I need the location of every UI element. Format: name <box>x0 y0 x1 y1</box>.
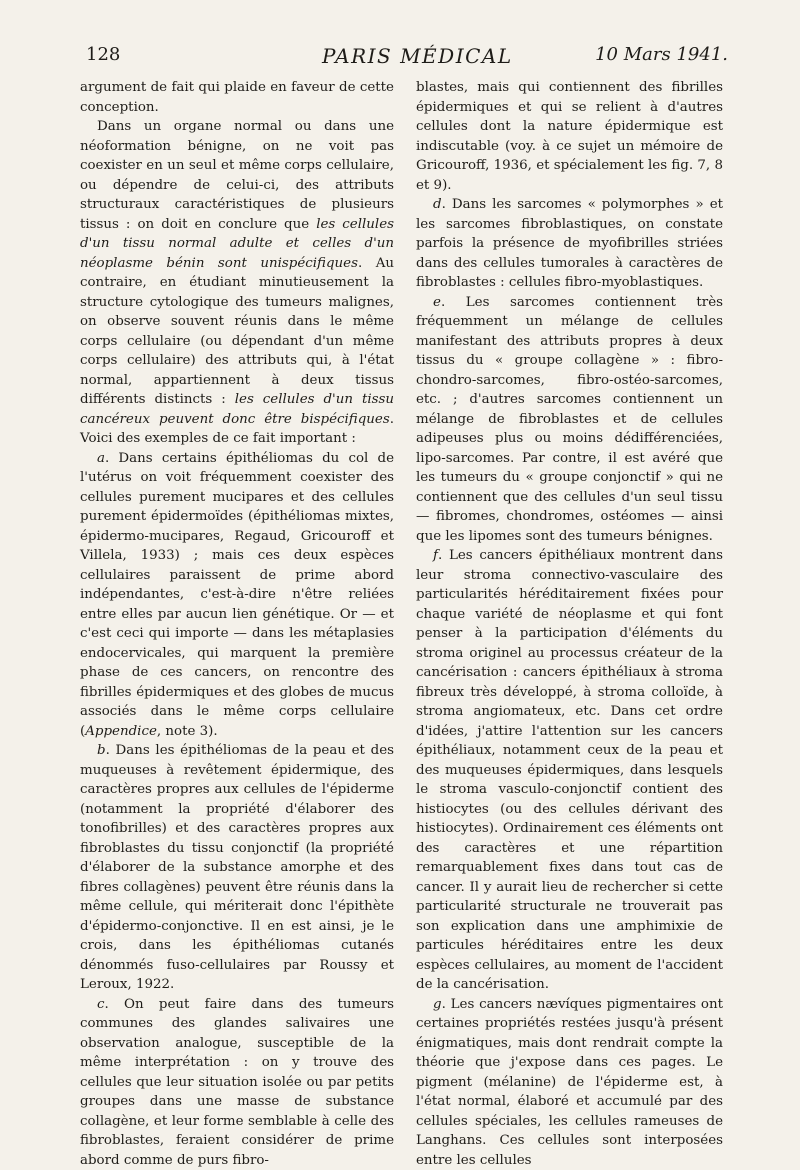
journal-title: PARIS MÉDICAL <box>322 44 513 68</box>
paragraph <box>416 195 723 293</box>
paragraph <box>416 78 723 195</box>
italic-text: g <box>433 997 442 1012</box>
paragraph <box>416 293 723 547</box>
paragraph <box>80 741 394 995</box>
text-run: . Les cancers nævíques pigmentaires ont certaines propriétés restées jusqu'à présent énigmatiques, mais dont rendrait compte la théorie que j'expose dans ces pages. Le pigment (mélanine) de l'épiderme est, à l'état normal, élaboré et accumulé par des cellules spéciales, les cellules rameuses de Langhans. Ces cellules sont interposées entre les cellules <box>416 997 723 1168</box>
italic-text: d <box>433 197 442 212</box>
text-run: blastes, mais qui contiennent des fibrilles épidermiques et qui se relient à d'autres cellules dont la nature épidermique est indiscutable (voy. à ce sujet un mémoire de Gricouroff, 1936, et spécialement les fig. 7, 8 et 9). <box>416 80 723 193</box>
text-run: , note 3). <box>157 724 218 739</box>
text-run: Dans un organe normal ou dans une néoformation bénigne, on ne voit pas coexister en un seul et même corps cellulaire, ou dépendre de celui-ci, des attributs structuraux caractéristiques de plusieurs tissus : on doit en conclure que <box>80 119 394 232</box>
text-run: . Au contraire, en étudiant minutieusement la structure cytologique des tumeurs malignes, on observe souvent réunis dans le même corps cellulaire (ou dépendant d'un même corps cellulaire) des attributs qui, à l'état normal, appartiennent à deux tissus différents distincts : <box>80 256 394 408</box>
page-number: 128 <box>86 44 120 65</box>
right-column <box>416 78 723 1170</box>
italic-text: b <box>97 743 106 758</box>
italic-text: les cellules d'un tissu cancéreux peuvent donc être bispécifiques <box>80 392 394 427</box>
text-run: . Dans certains épithéliomas du col de l'utérus on voit fréquemment coexister des cellules purement mucipares et des cellules purement épidermoïdes (épithéliomas mixtes, épidermo-mucipares, Regaud, Gricouroff et Villela, 1933) ; mais ces deux espèces cellulaires paraissent de prime abord indépendantes, c'est-à-dire n'être reliées entre elles par aucun lien génétique. Or — et c'est ceci qui importe — dans les métaplasies endocervicales, qui marquent la première phase de ces cancers, on rencontre des fibrilles épidermiques et des globes de mucus associés dans le même corps cellulaire ( <box>80 451 394 739</box>
text-run: . Les sarcomes contiennent très fréquemment un mélange de cellules manifestant des attributs propres à deux tissus du « groupe collagène » : fibro-chondro-sarcomes, fibro-ostéo-sarcomes, etc. ; d'autres sarcomes contiennent un mélange de fibroblastes et de cellules adipeuses plus ou moins dédifférenciées, lipo-sarcomes. Par contre, il est avéré que les tumeurs du « groupe conjonctif » qui ne contiennent que des cellules d'un seul tissu — fibromes, chondromes, ostéomes — ainsi que les lipomes sont des tumeurs bénignes. <box>416 295 723 544</box>
left-column <box>80 78 394 1170</box>
issue-date: 10 Mars 1941. <box>595 44 728 65</box>
paragraph <box>80 449 394 742</box>
text-run: . Voici des exemples de ce fait important : <box>80 412 394 447</box>
page-header <box>86 44 728 76</box>
paragraph <box>416 546 723 995</box>
italic-text: les cellules d'un tissu normal adulte et celles d'un néoplasme bénin sont unispécifiques <box>80 217 394 271</box>
paragraph <box>416 995 723 1170</box>
text-run: . Les cancers épithéliaux montrent dans leur stroma connectivo-vasculaire des particularités héréditairement fixées pour chaque variété de néoplasme et qui font penser à la participation d'éléments du stroma originel au processus créateur de la cancérisation : cancers épithéliaux à stroma fibreux très développé, à stroma colloïde, à stroma angiomateux, etc. Dans cet ordre d'idées, j'attire l'attention sur les cancers épithéliaux, notamment ceux de la peau et des muqueuses épidermiques, dans lesquels le stroma vasculo-conjonctif contient des histiocytes (ou des cellules dérivant des histiocytes). Ordinairement ces éléments ont des caractères et une répartition remarquablement fixes dans tout cas de cancer. Il y aurait lieu de rechercher si cette particularité structurale ne trouverait pas son explication dans une amphimixie de particules héréditaires entre les deux espèces cellulaires, au moment de l'accident de la cancérisation. <box>416 548 723 992</box>
italic-text: e <box>433 295 441 310</box>
text-run: . Dans les sarcomes « polymorphes » et les sarcomes fibroblastiques, on constate parfois la présence de myofibrilles striées dans des cellules tumorales à caractères de fibroblastes : cellules fibro-myoblastiques. <box>416 197 723 290</box>
italic-text: c <box>97 997 105 1012</box>
italic-text: f <box>433 548 438 563</box>
italic-text: Appendice <box>85 724 157 739</box>
italic-text: a <box>97 451 105 466</box>
paragraph <box>80 117 394 449</box>
paragraph <box>80 78 394 117</box>
text-run: . On peut faire dans des tumeurs communes des glandes salivaires une observation analogue, susceptible de la même interprétation : on y trouve des cellules que leur situation isolée ou par petits groupes dans une masse de substance collagène, et leur forme semblable à celle des fibroblastes, feraient considérer de prime abord comme de purs fibro- <box>80 997 394 1168</box>
paragraph <box>80 995 394 1170</box>
text-run: . Dans les épithéliomas de la peau et des muqueuses à revêtement épidermique, des caractères propres aux cellules de l'épiderme (notamment la propriété d'élaborer des tonofibrilles) et des caractères propres aux fibroblastes du tissu conjonctif (la propriété d'élaborer de la substance amorphe et des fibres collagènes) peuvent être réunis dans la même cellule, qui mériterait donc l'épithète d'épidermo-conjonctive. Il en est ainsi, je le crois, dans les épithéliomas cutanés dénommés fuso-cellulaires par Roussy et Leroux, 1922. <box>80 743 394 992</box>
text-run: argument de fait qui plaide en faveur de cette conception. <box>80 80 394 115</box>
